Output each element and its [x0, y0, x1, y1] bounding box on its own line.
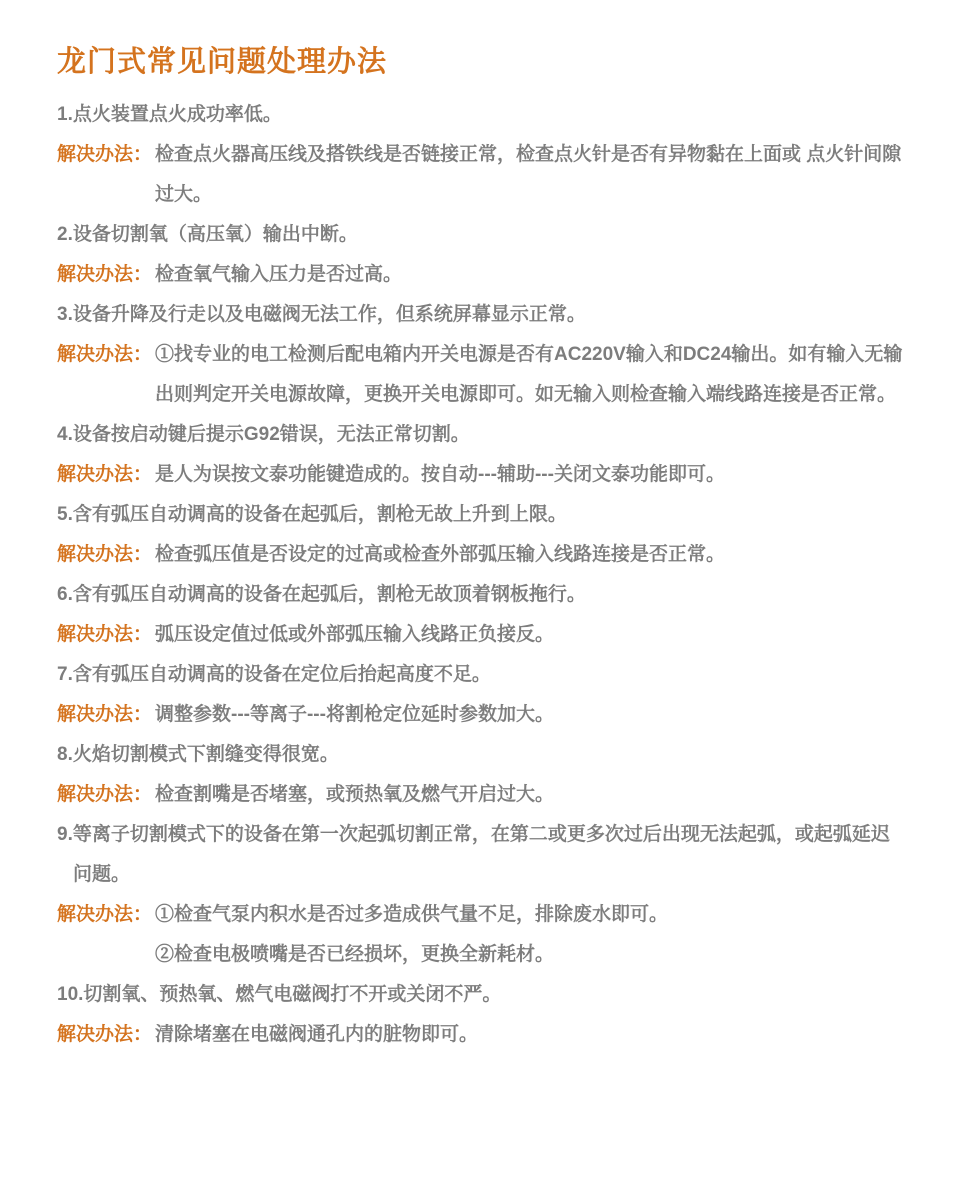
solution-label: 解决办法：	[57, 624, 153, 645]
solution-row	[57, 775, 903, 815]
solution-paragraph: ①找专业的电工检测后配电箱内开关电源是否有AC220V输入和DC24输出。如有输入无输出则判定开关电源故障，更换开关电源即可。如无输入则检查输入端线路连接是否正常。	[155, 344, 903, 405]
faq-item	[57, 815, 903, 975]
faq-item	[57, 735, 903, 815]
problem-text: 4.设备按启动键后提示G92错误，无法正常切割。	[57, 424, 470, 445]
solution-row	[57, 335, 903, 415]
solution-label: 解决办法：	[57, 904, 153, 925]
solution-text	[155, 775, 903, 815]
solution-row	[57, 455, 903, 495]
solution-row	[57, 1015, 903, 1055]
solution-text	[155, 135, 903, 215]
solution-paragraph: ①检查气泵内积水是否过多造成供气量不足，排除废水即可。	[155, 904, 669, 925]
faq-item	[57, 975, 903, 1055]
faq-list	[57, 95, 903, 1055]
solution-text	[155, 535, 903, 575]
solution-paragraph: 弧压设定值过低或外部弧压输入线路正负接反。	[155, 624, 555, 645]
solution-text	[155, 615, 903, 655]
problem-text: 8.火焰切割模式下割缝变得很宽。	[57, 744, 339, 765]
problem-text: 2.设备切割氧（高压氧）输出中断。	[57, 224, 358, 245]
solution-text	[155, 455, 903, 495]
solution-label: 解决办法：	[57, 464, 153, 485]
solution-label: 解决办法：	[57, 1024, 153, 1045]
solution-label: 解决办法：	[57, 544, 153, 565]
solution-text	[155, 335, 903, 415]
solution-text	[155, 1015, 903, 1055]
solution-paragraph: 清除堵塞在电磁阀通孔内的脏物即可。	[155, 1024, 479, 1045]
problem-text: 5.含有弧压自动调高的设备在起弧后，割枪无故上升到上限。	[57, 504, 567, 525]
problem-text: 9.等离子切割模式下的设备在第一次起弧切割正常，在第二或更多次过后出现无法起弧，或起弧延迟问题。	[57, 824, 890, 885]
solution-label: 解决办法：	[57, 704, 153, 725]
solution-row	[57, 255, 903, 295]
solution-paragraph: 检查弧压值是否设定的过高或检查外部弧压输入线路连接是否正常。	[155, 544, 726, 565]
solution-paragraph: 是人为误按文泰功能键造成的。按自动---辅助---关闭文泰功能即可。	[155, 464, 725, 485]
solution-paragraph: 检查割嘴是否堵塞，或预热氧及燃气开启过大。	[155, 784, 555, 805]
page-title: 龙门式常见问题处理办法	[57, 46, 388, 78]
solution-paragraph: 检查氧气输入压力是否过高。	[155, 264, 403, 285]
solution-row	[57, 615, 903, 655]
solution-paragraph: 调整参数---等离子---将割枪定位延时参数加大。	[155, 704, 554, 725]
solution-text	[155, 895, 903, 975]
solution-label: 解决办法：	[57, 784, 153, 805]
faq-item	[57, 495, 903, 575]
problem-text: 7.含有弧压自动调高的设备在定位后抬起高度不足。	[57, 664, 491, 685]
solution-paragraph: ②检查电极喷嘴是否已经损坏，更换全新耗材。	[155, 944, 555, 965]
solution-paragraph: 检查点火器高压线及搭铁线是否链接正常，检查点火针是否有异物黏在上面或 点火针间隙过大。	[155, 144, 902, 205]
solution-row	[57, 535, 903, 575]
solution-row	[57, 695, 903, 735]
faq-item	[57, 575, 903, 655]
faq-item	[57, 295, 903, 415]
solution-label: 解决办法：	[57, 264, 153, 285]
solution-row	[57, 135, 903, 215]
problem-text: 10.切割氧、预热氧、燃气电磁阀打不开或关闭不严。	[57, 984, 502, 1005]
problem-text: 1.点火装置点火成功率低。	[57, 104, 282, 125]
problem-text: 3.设备升降及行走以及电磁阀无法工作，但系统屏幕显示正常。	[57, 304, 586, 325]
solution-label: 解决办法：	[57, 344, 153, 365]
solution-row	[57, 895, 903, 975]
solution-label: 解决办法：	[57, 144, 153, 165]
faq-item	[57, 95, 903, 215]
solution-text	[155, 695, 903, 735]
problem-text: 6.含有弧压自动调高的设备在起弧后，割枪无故顶着钢板拖行。	[57, 584, 586, 605]
solution-text	[155, 255, 903, 295]
faq-item	[57, 415, 903, 495]
faq-item	[57, 215, 903, 295]
faq-item	[57, 655, 903, 735]
